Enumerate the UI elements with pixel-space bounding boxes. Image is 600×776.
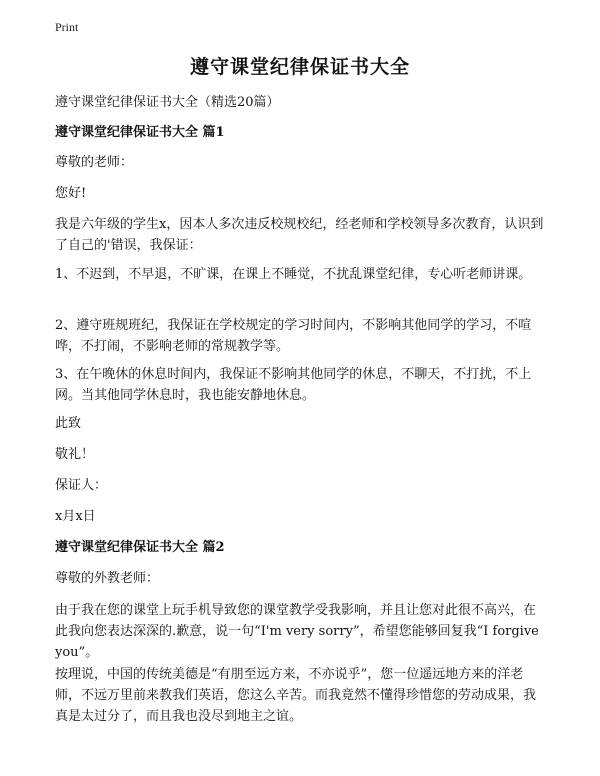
section1-intro: 我是六年级的学生x，因本人多次违反校规校纪，经老师和学校领导多次教育，认识到了自己的'错误，我保证： xyxy=(55,217,544,253)
document-title: 遵守课堂纪律保证书大全 xyxy=(189,56,410,78)
section2-salutation: 尊敬的外教老师： xyxy=(55,571,160,586)
print-label: Print xyxy=(55,20,79,34)
section1-greeting: 您好! xyxy=(55,186,87,201)
document-subtitle: 遵守课堂纪律保证书大全（精选20篇） xyxy=(55,95,280,110)
section1-item1: 1、不迟到，不早退，不旷课，在课上不睡觉，不扰乱课堂纪律，专心听老师讲课。 xyxy=(55,267,532,282)
section1-date: x月x日 xyxy=(55,509,96,524)
section1-closing1: 此致 xyxy=(55,416,82,431)
section2-para1: 由于我在您的课堂上玩手机导致您的课堂教学受我影响，并且让您对此很不高兴，在此我向您表达深深的.歉意，说一句“I'm very sorry”，希望您能够回复我“I forgive you”。 xyxy=(55,603,539,660)
section1-heading: 遵守课堂纪律保证书大全 篇1 xyxy=(55,125,225,140)
section2-para2: 按理说，中国的传统美德是“有朋至远方来，不亦说乎”，您一位遥远地方来的洋老师，不远万里前来教我们英语，您这么辛苦。而我竟然不懂得珍惜您的劳动成果，我真是太过分了，而且我也没尽到地主之谊。 xyxy=(55,667,537,724)
section1-salutation: 尊敬的老师： xyxy=(55,155,134,170)
section1-item3: 3、在午晚休的休息时间内，我保证不影响其他同学的休息，不聊天，不打扰，不上网。当其他同学休息时，我也能安静地休息。 xyxy=(55,367,532,403)
section2-heading: 遵守课堂纪律保证书大全 篇2 xyxy=(55,540,225,555)
section1-closing2: 敬礼！ xyxy=(55,447,95,462)
section1-item2: 2、遵守班规班纪，我保证在学校规定的学习时间内，不影响其他同学的学习，不喧哗，不打闹，不影响老师的常规教学等。 xyxy=(55,318,532,354)
section1-signer: 保证人： xyxy=(55,478,108,493)
